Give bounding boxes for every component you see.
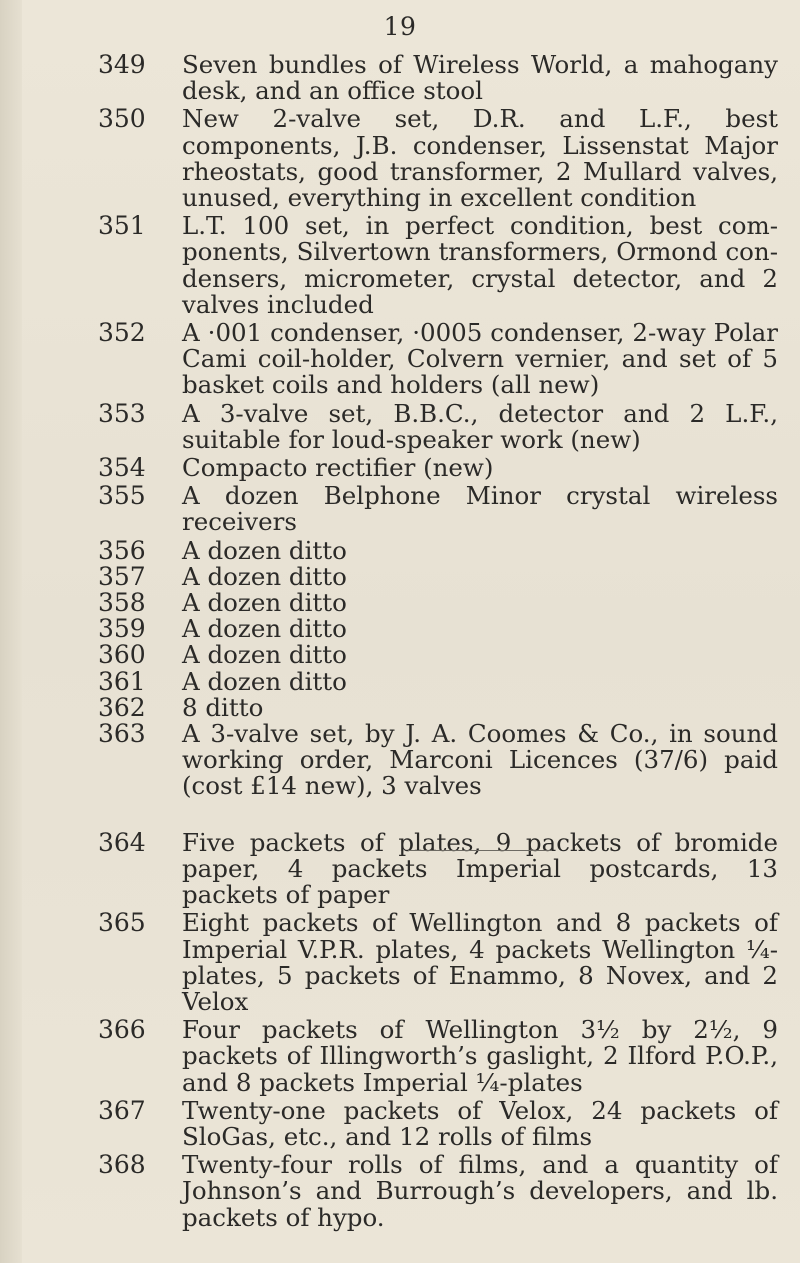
lot-number: 360: [98, 640, 146, 670]
lot-description: A 3-valve set, by J. A. Coomes & Co., in sound working order, Marconi Licences (37/6) paid (cost £14 new), 3 valves: [182, 719, 778, 801]
lot-entry: [0, 398, 800, 454]
lot-number: 362: [98, 692, 146, 722]
lot-entry: [0, 642, 800, 668]
lot-description: A dozen ditto: [182, 614, 347, 644]
lot-entry: [0, 827, 800, 910]
lot-number: 351: [98, 211, 146, 241]
lot-description: New 2-valve set, D.R. and L.F., best components, J.B. condenser, Lissenstat Major rheostats, good transformer, 2 Mullard valves, unused, everything in excellent condition: [182, 104, 778, 213]
lot-description: A ·001 condenser, ·0005 condenser, 2-way Polar Cami coil-holder, Colvern vernier, and set of 5 basket coils and holders (all new): [182, 318, 778, 400]
lot-number: 364: [98, 827, 146, 857]
lot-number: 366: [98, 1015, 146, 1045]
lot-description: A dozen ditto: [182, 640, 347, 670]
lot-description: Seven bundles of Wireless World, a mahogany desk, and an office stool: [182, 50, 778, 106]
lot-description: 8 ditto: [182, 692, 264, 722]
lot-entry: [0, 1152, 800, 1231]
lot-entry: [0, 910, 800, 1015]
lot-number: 353: [98, 398, 146, 428]
lot-number: 359: [98, 614, 146, 644]
lot-list: [0, 52, 800, 1231]
lot-entry: [0, 616, 800, 642]
lot-number: 367: [98, 1095, 146, 1125]
lot-number: 352: [98, 318, 146, 348]
lot-entry: [0, 561, 800, 591]
lot-description: Five packets of plates, 9 packets of bromide paper, 4 packets Imperial postcards, 13 packets of paper: [182, 827, 778, 910]
page-number: 19: [383, 12, 417, 41]
lot-number: 355: [98, 481, 146, 511]
lot-entry: [0, 320, 800, 399]
lot-description: A 3-valve set, B.B.C., detector and 2 L.F., suitable for loud-speaker work (new): [182, 398, 778, 454]
lot-description: A dozen ditto: [182, 588, 347, 618]
lot-description: Twenty-one packets of Velox, 24 packets of SloGas, etc., and 12 rolls of films: [182, 1095, 778, 1151]
lot-entry: [0, 590, 800, 616]
lot-number: 356: [98, 535, 146, 565]
lot-entry: [0, 1095, 800, 1151]
lot-entry: [0, 535, 800, 565]
lot-entry: [0, 1017, 800, 1096]
lot-description: Eight packets of Wellington and 8 packets of Imperial V.P.R. plates, 4 packets Wellington ¼-plates, 5 packets of Enammo, 8 Novex, and 2 Velox: [182, 908, 778, 1016]
lot-entry: [0, 483, 800, 535]
lot-entry: [0, 721, 800, 800]
lot-entry: [0, 106, 800, 211]
lot-entry: [0, 52, 800, 104]
lot-number: 361: [98, 666, 146, 696]
lot-number: 368: [98, 1150, 146, 1180]
lot-entry: [0, 692, 800, 722]
lot-number: 349: [98, 50, 146, 79]
lot-number: 363: [98, 719, 146, 749]
lot-number: 358: [98, 588, 146, 618]
lot-entry: [0, 666, 800, 696]
lot-description: Four packets of Wellington 3½ by 2½, 9 packets of Illingworth’s gaslight, 2 Ilford P.O.P., and 8 packets Imperial ¼-plates: [182, 1015, 778, 1097]
lot-description: A dozen ditto: [182, 535, 347, 565]
lot-description: A dozen ditto: [182, 666, 347, 696]
lot-description: L.T. 100 set, in perfect condition, best com-ponents, Silvertown transformers, Ormond con-densers, micrometer, crystal detector, and 2 valves included: [182, 211, 778, 319]
lot-number: 354: [98, 453, 146, 483]
lot-description: Twenty-four rolls of films, and a quantity of Johnson’s and Burrough’s developers, and lb. packets of hypo.: [182, 1150, 778, 1232]
lot-number: 350: [98, 104, 146, 134]
lot-description: A dozen ditto: [182, 561, 347, 591]
lot-description: A dozen Belphone Minor crystal wireless receivers: [182, 481, 778, 537]
lot-number: 357: [98, 561, 146, 591]
lot-entry: [0, 455, 800, 481]
section-divider-rule: [408, 850, 552, 851]
lot-number: 365: [98, 908, 146, 938]
lot-entry: [0, 213, 800, 318]
lot-description: Compacto rectifier (new): [182, 453, 494, 483]
